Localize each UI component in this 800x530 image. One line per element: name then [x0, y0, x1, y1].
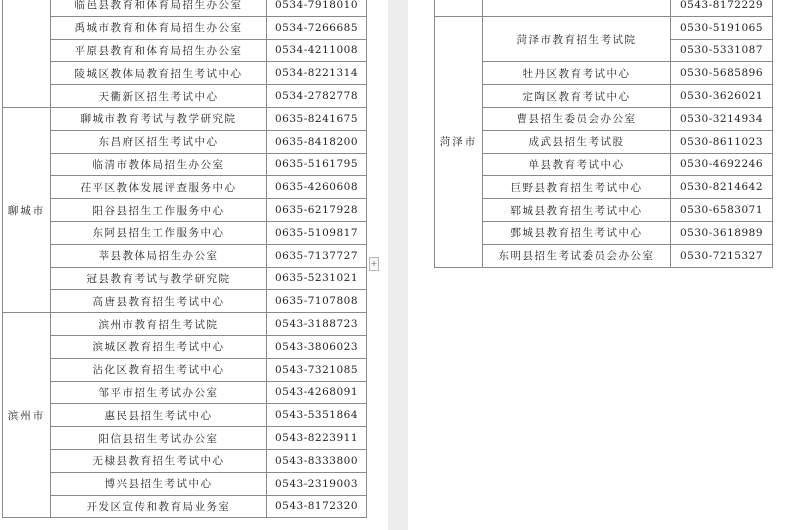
organization-cell: 禹城市教育和体育局招生办公室	[51, 16, 267, 39]
city-cell: 滨州市	[3, 313, 51, 518]
phone-cell: 0530-3214934	[671, 107, 773, 130]
organization-cell: 单县教育考试中心	[483, 153, 671, 176]
phone-cell: 0530-7215327	[671, 244, 773, 267]
phone-cell: 0543-8172320	[267, 495, 367, 518]
page-gutter	[388, 0, 408, 530]
phone-cell: 0635-5231021	[267, 267, 367, 290]
table-row	[435, 176, 773, 199]
organization-cell: 成武县招生考试股	[483, 130, 671, 153]
phone-cell: 0534-4211008	[267, 39, 367, 62]
phone-cell: 0543-8223911	[267, 427, 367, 450]
organization-cell: 东明县招生考试委员会办公室	[483, 244, 671, 267]
organization-cell: 郓城县教育招生考试中心	[483, 199, 671, 222]
organization-cell: 高唐县教育招生考试中心	[51, 290, 267, 313]
table-row	[3, 176, 367, 199]
table-row	[3, 153, 367, 176]
city-cell	[435, 0, 483, 16]
table-row	[3, 472, 367, 495]
phone-cell: 0543-8333800	[267, 449, 367, 472]
phone-cell: 0543-2319003	[267, 472, 367, 495]
table-row	[435, 199, 773, 222]
table-row	[3, 335, 367, 358]
phone-cell: 0534-7266685	[267, 16, 367, 39]
table-row	[435, 153, 773, 176]
table-row	[435, 107, 773, 130]
table-expand-handle[interactable]: +	[369, 257, 379, 271]
table-row	[435, 221, 773, 244]
table-row	[435, 16, 773, 39]
phone-cell: 0543-3188723	[267, 313, 367, 336]
table-row	[3, 130, 367, 153]
table-row	[3, 244, 367, 267]
organization-cell: 临清市教体局招生办公室	[51, 153, 267, 176]
organization-cell: 巨野县教育招生考试中心	[483, 176, 671, 199]
table-row	[435, 244, 773, 267]
phone-cell: 0635-5109817	[267, 221, 367, 244]
phone-cell: 0530-5331087	[671, 39, 773, 62]
table-row	[435, 130, 773, 153]
phone-cell: 0534-8221314	[267, 62, 367, 85]
organization-cell: 阳谷县招生工作服务中心	[51, 199, 267, 222]
organization-cell: 茌平区教体发展评查服务中心	[51, 176, 267, 199]
table-row	[3, 427, 367, 450]
organization-cell: 莘县教体局招生办公室	[51, 244, 267, 267]
phone-cell: 0543-4268091	[267, 381, 367, 404]
city-cell	[3, 0, 51, 107]
organization-cell: 定陶区教育考试中心	[483, 85, 671, 108]
contact-table-right	[434, 0, 773, 268]
table-row	[3, 221, 367, 244]
phone-cell: 0530-6583071	[671, 199, 773, 222]
organization-cell: 陵城区教体局教育招生考试中心	[51, 62, 267, 85]
table-row	[3, 381, 367, 404]
table-row	[435, 62, 773, 85]
phone-cell: 0635-7107808	[267, 290, 367, 313]
phone-cell: 0534-2782778	[267, 85, 367, 108]
city-cell: 聊城市	[3, 107, 51, 312]
table-row	[3, 107, 367, 130]
organization-cell	[483, 0, 671, 16]
table-row	[3, 0, 367, 16]
city-cell: 菏泽市	[435, 16, 483, 267]
organization-cell: 邹平市招生考试办公室	[51, 381, 267, 404]
phone-cell: 0543-8172229	[671, 0, 773, 16]
table-row	[3, 267, 367, 290]
table-row	[3, 85, 367, 108]
right-document-page	[408, 0, 800, 530]
left-document-page	[0, 0, 388, 530]
table-row	[435, 85, 773, 108]
phone-cell: 0543-5351864	[267, 404, 367, 427]
organization-cell: 开发区宣传和教育局业务室	[51, 495, 267, 518]
phone-cell: 0530-5191065	[671, 16, 773, 39]
table-row	[3, 39, 367, 62]
phone-cell: 0635-8418200	[267, 130, 367, 153]
table-row	[3, 199, 367, 222]
table-row	[435, 0, 773, 16]
table-row	[3, 358, 367, 381]
organization-cell: 无棣县教育招生考试中心	[51, 449, 267, 472]
phone-cell: 0530-5685896	[671, 62, 773, 85]
table-row	[3, 16, 367, 39]
organization-cell: 鄄城县教育招生考试中心	[483, 221, 671, 244]
phone-cell: 0530-8611023	[671, 130, 773, 153]
phone-cell: 0534-7918010	[267, 0, 367, 16]
organization-cell: 临邑县教育和体育局招生办公室	[51, 0, 267, 16]
organization-cell: 阳信县招生考试办公室	[51, 427, 267, 450]
phone-cell: 0530-4692246	[671, 153, 773, 176]
table-row	[3, 313, 367, 336]
organization-cell: 博兴县招生考试中心	[51, 472, 267, 495]
phone-cell: 0543-7321085	[267, 358, 367, 381]
phone-cell: 0635-6217928	[267, 199, 367, 222]
organization-cell: 沾化区教育招生考试中心	[51, 358, 267, 381]
organization-cell: 聊城市教育考试与教学研究院	[51, 107, 267, 130]
organization-cell: 冠县教育考试与教学研究院	[51, 267, 267, 290]
organization-cell: 滨州市教育招生考试院	[51, 313, 267, 336]
organization-cell: 天衢新区招生考试中心	[51, 85, 267, 108]
phone-cell: 0635-4260608	[267, 176, 367, 199]
organization-cell: 菏泽市教育招生考试院	[483, 16, 671, 62]
organization-cell: 牡丹区教育考试中心	[483, 62, 671, 85]
organization-cell: 惠民县招生考试中心	[51, 404, 267, 427]
organization-cell: 曹县招生委员会办公室	[483, 107, 671, 130]
table-row	[3, 449, 367, 472]
table-row	[3, 290, 367, 313]
table-row	[3, 495, 367, 518]
phone-cell: 0635-8241675	[267, 107, 367, 130]
contact-table-left	[2, 0, 367, 518]
phone-cell: 0635-7137727	[267, 244, 367, 267]
organization-cell: 平原县教育和体育局招生办公室	[51, 39, 267, 62]
table-row	[3, 404, 367, 427]
table-row	[3, 62, 367, 85]
phone-cell: 0543-3806023	[267, 335, 367, 358]
organization-cell: 东阿县招生工作服务中心	[51, 221, 267, 244]
organization-cell: 滨城区教育招生考试中心	[51, 335, 267, 358]
organization-cell: 东昌府区招生考试中心	[51, 130, 267, 153]
phone-cell: 0635-5161795	[267, 153, 367, 176]
phone-cell: 0530-3626021	[671, 85, 773, 108]
phone-cell: 0530-3618989	[671, 221, 773, 244]
phone-cell: 0530-8214642	[671, 176, 773, 199]
